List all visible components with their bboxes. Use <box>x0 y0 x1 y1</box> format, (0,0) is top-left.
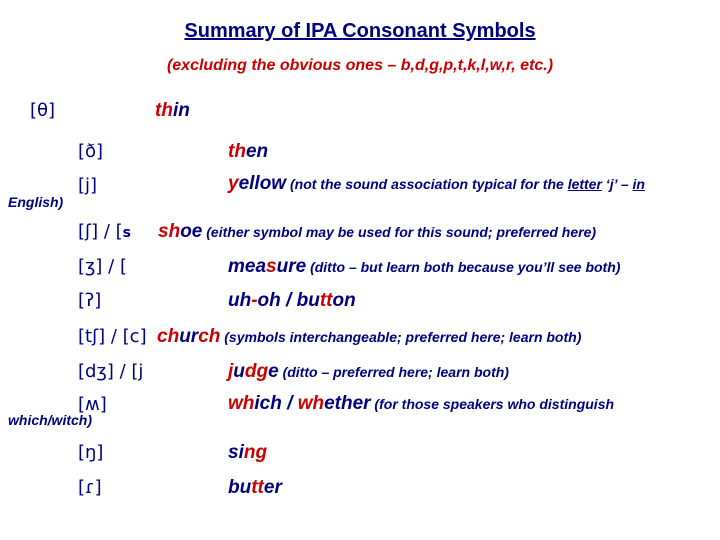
ipa-symbol-dezh: [dʒ] / [j <box>78 361 144 382</box>
example-word-yellow: yellow (not the sound association typical for the letter ‘j’ – in <box>228 173 645 194</box>
ipa-symbol-glottal-stop: [ʔ] <box>78 290 102 311</box>
ipa-symbol-flap: [ɾ] <box>78 477 102 498</box>
example-word-judge: judge (ditto – preferred here; learn both) <box>228 361 509 382</box>
note-wrap-english: English) <box>8 194 64 210</box>
note-wrap-which-witch: which/witch) <box>8 412 92 428</box>
page-subtitle: (excluding the obvious ones – b,d,g,p,t,k,l,w,r, etc.) <box>166 57 554 74</box>
example-word-then: then <box>228 141 269 162</box>
ipa-symbol-esh: [ʃ] / [s <box>78 221 131 242</box>
example-word-sing: sing <box>228 442 268 463</box>
ipa-symbol-eng: [ŋ] <box>78 442 104 463</box>
page-title: Summary of IPA Consonant Symbols <box>184 20 536 42</box>
ipa-symbol-tesh: [tʃ] / [c] <box>78 326 147 347</box>
example-word-measure: measure (ditto – but learn both because you’ll see both) <box>228 256 621 277</box>
ipa-symbol-ezh: [ʒ] / [ <box>78 256 127 277</box>
example-word-butter: butter <box>228 477 282 498</box>
ipa-symbol-j: [j] <box>78 175 98 196</box>
example-word-which-whether: which / whether (for those speakers who distinguish <box>228 393 615 414</box>
ipa-symbol-theta: [θ] <box>30 100 56 121</box>
example-word-shoe: shoe (either symbol may be used for this sound; preferred here) <box>158 221 597 242</box>
example-word-church: church (symbols interchangeable; preferred here; learn both) <box>157 326 582 347</box>
example-word-uh-oh-button: uh-oh / button <box>228 290 356 311</box>
example-word-thin: thin <box>155 100 190 121</box>
ipa-symbol-eth: [ð] <box>78 141 104 162</box>
ipa-symbol-voiceless-w: [ʍ] <box>78 394 107 415</box>
